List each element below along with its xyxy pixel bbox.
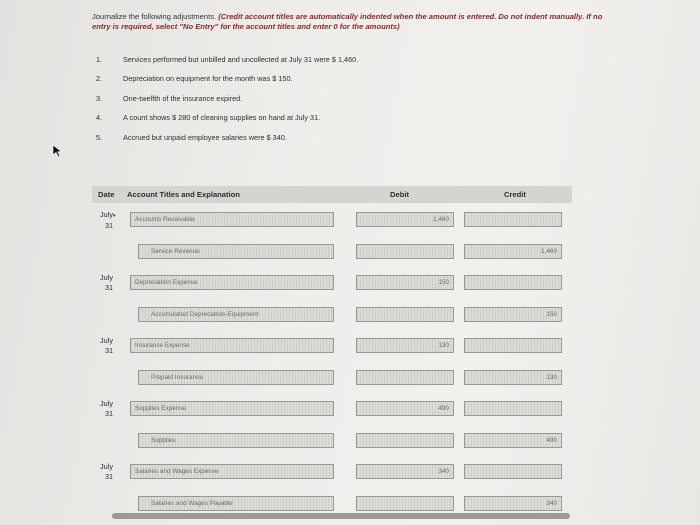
debit-amount-field[interactable]: 490 (356, 401, 454, 416)
item-number: 1. (96, 55, 103, 64)
entry-date[interactable] (100, 273, 124, 293)
item-number: 4. (96, 113, 103, 123)
list-item (96, 94, 576, 113)
list-item (96, 113, 576, 132)
journal-entries (92, 206, 572, 521)
date-header: Date (98, 190, 115, 199)
journal-header (92, 186, 572, 203)
debit-amount-field-empty[interactable] (356, 244, 454, 259)
item-number: 3. (96, 93, 103, 103)
credit-account-field[interactable]: Accumulated Depreciation-Equipment (138, 307, 334, 322)
debit-amount-field[interactable]: 340 (356, 464, 454, 479)
adjustment-list (96, 55, 576, 152)
date-day: 31 (105, 472, 114, 481)
credit-amount-field-empty[interactable] (464, 275, 562, 290)
credit-amount-field[interactable]: 1,460 (464, 244, 562, 259)
instructions-lead: Journalize the following adjustments. (92, 12, 217, 21)
date-month: July (100, 273, 113, 282)
item-text: A count shows $ 280 of cleaning supplies on hand at July 31. (123, 113, 321, 123)
date-day: 31 (105, 409, 114, 418)
date-month: July (100, 210, 113, 219)
journal-entry (92, 395, 572, 458)
debit-account-field[interactable]: Accounts Receivable (130, 212, 334, 227)
date-day: 31 (105, 346, 114, 355)
debit-amount-field-empty[interactable] (356, 370, 454, 385)
date-month: July (100, 336, 113, 345)
credit-amount-field-empty[interactable] (464, 212, 562, 227)
debit-amount-field-empty[interactable] (356, 307, 454, 322)
entry-date[interactable] (100, 462, 124, 482)
date-day: 31 (105, 221, 114, 230)
credit-amount-field-empty[interactable] (464, 464, 562, 479)
credit-amount-field-empty[interactable] (464, 338, 562, 353)
credit-amount-field[interactable]: 130 (464, 370, 562, 385)
journal-entry (92, 458, 572, 521)
credit-amount-field[interactable]: 340 (464, 496, 562, 511)
item-number: 5. (96, 132, 103, 142)
debit-account-field[interactable]: Salaries and Wages Expense (130, 464, 334, 479)
date-day: 31 (105, 283, 114, 292)
entry-date[interactable] (100, 336, 124, 356)
credit-amount-field[interactable]: 150 (464, 307, 562, 322)
debit-header: Debit (390, 190, 409, 199)
credit-account-field[interactable]: Salaries and Wages Payable (138, 496, 334, 511)
credit-account-field[interactable]: Service Revenue (138, 244, 334, 259)
entry-date[interactable] (100, 210, 124, 231)
chevron-down-icon: ▾ (112, 213, 116, 219)
debit-account-field[interactable]: Depreciation Expense (130, 275, 334, 290)
item-text: Accrued but unpaid employee salaries were $ 340. (123, 132, 287, 142)
item-text: Depreciation on equipment for the month was $ 150. (123, 74, 293, 84)
item-text: One-twelfth of the insurance expired. (123, 93, 243, 103)
mouse-cursor-icon (52, 144, 64, 158)
list-item (96, 133, 576, 152)
debit-amount-field-empty[interactable] (356, 496, 454, 511)
journal-entry (92, 206, 572, 269)
horizontal-scrollbar[interactable] (112, 513, 570, 519)
list-item (96, 74, 576, 93)
item-text: Services performed but unbilled and uncollected at July 31 were $ 1,460. (123, 55, 359, 64)
credit-amount-field[interactable]: 490 (464, 433, 562, 448)
credit-header: Credit (504, 190, 526, 199)
journal-entry (92, 332, 572, 395)
account-header: Account Titles and Explanation (127, 190, 240, 199)
credit-account-field[interactable]: Supplies (138, 433, 334, 448)
journal-entry (92, 269, 572, 332)
credit-amount-field-empty[interactable] (464, 401, 562, 416)
entry-date[interactable] (100, 399, 124, 419)
debit-amount-field[interactable]: 130 (356, 338, 454, 353)
debit-amount-field[interactable]: 150 (356, 275, 454, 290)
debit-account-field[interactable]: Supplies Expense (130, 401, 334, 416)
date-month: July (100, 462, 113, 471)
debit-account-field[interactable]: Insurance Expense (130, 338, 334, 353)
instructions (92, 12, 612, 32)
instructions-note: (Credit account titles are automatically indented when the amount is entered. Do not indent manually. If no entry is required, select "No Entry" for the account titles and enter 0 for the amounts) (92, 12, 603, 31)
item-number: 2. (96, 74, 103, 84)
debit-amount-field[interactable]: 1,460 (356, 212, 454, 227)
credit-account-field[interactable]: Prepaid Insurance (138, 370, 334, 385)
list-item (96, 55, 576, 74)
debit-amount-field-empty[interactable] (356, 433, 454, 448)
date-month: July (100, 399, 113, 408)
